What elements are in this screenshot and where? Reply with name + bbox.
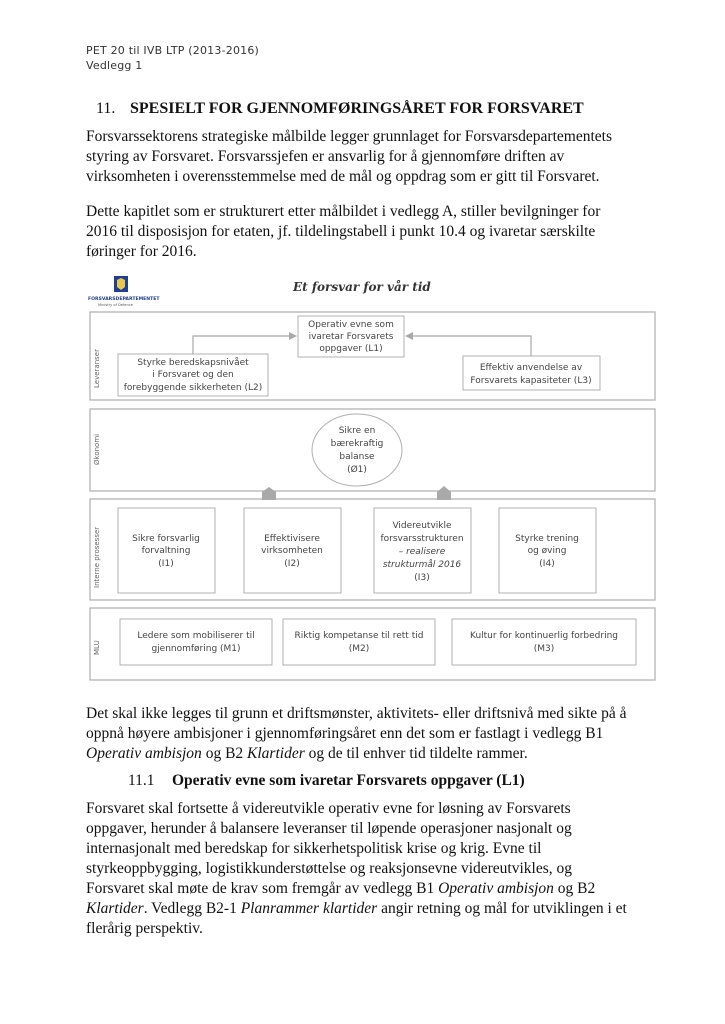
logo-name: FORSVARSDEPARTEMENTET <box>88 297 160 302</box>
goal-o1-line: bærekraftig <box>330 439 384 449</box>
goal-m1-line: Ledere som mobiliserer til <box>137 631 255 641</box>
goal-l2-line: i Forsvaret og den <box>152 370 234 380</box>
goal-l3-line: Effektiv anvendelse av <box>479 363 583 373</box>
row-label-mlu: MLU <box>93 640 101 655</box>
ref-planrammer-klartider: Planrammer klartider <box>240 900 378 917</box>
paragraph-ambition <box>86 704 646 764</box>
paragraph-line: oppnå høyere ambisjoner i gjennomføringsåret enn det som er fastlagt i vedlegg B1 <box>86 725 604 742</box>
goal-i3-line: Videreutvikle <box>392 521 452 531</box>
subsection-heading <box>128 772 525 790</box>
ref-operativ-ambisjon: Operativ ambisjon <box>438 880 554 897</box>
paragraph-chapter <box>86 202 646 262</box>
goal-i4-line: (I4) <box>539 559 555 569</box>
goal-i1-line: (I1) <box>158 559 174 569</box>
goal-l2-line: forebyggende sikkerheten (L2) <box>123 383 263 393</box>
goal-i3-line: forsvarsstrukturen <box>380 534 464 544</box>
page-header <box>86 43 259 73</box>
goal-box-m1 <box>120 619 272 665</box>
ref-operativ-ambisjon: Operativ ambisjon <box>86 745 202 762</box>
section-title: SPESIELT FOR GJENNOMFØRINGSÅRET FOR FORSVARET <box>130 100 584 117</box>
paragraph-line: virksomheten i overensstemmelse med de mål og oppdrag som er gitt til Forsvaret. <box>86 168 600 185</box>
goal-box-m2 <box>283 619 435 665</box>
goal-o1-line: (Ø1) <box>347 465 367 475</box>
paragraph-intro <box>86 127 646 187</box>
row-label-interne-prosesser: Interne prosesser <box>93 526 101 588</box>
goal-m3-line: (M3) <box>533 644 555 654</box>
row-label-leveranser: Leveranser <box>93 349 101 388</box>
logo-subtitle: Ministry of Defence <box>98 303 133 307</box>
goal-i2-line: Effektivisere <box>264 534 320 544</box>
header-document-ref: PET 20 til IVB LTP (2013-2016) <box>86 44 260 57</box>
goal-i1-line: forvaltning <box>141 546 191 556</box>
figure-title: Et forsvar for vår tid <box>293 280 431 294</box>
section-number: 11. <box>96 100 116 117</box>
paragraph-line: internasjonalt med beredskap for sikkerhetspolitisk krise og krig. Evne til <box>86 840 542 857</box>
goal-i3-line: strukturmål 2016 <box>382 560 462 570</box>
header-attachment: Vedlegg 1 <box>86 59 143 72</box>
paragraph-line: Forsvaret skal fortsette å videreutvikle operativ evne for løsning av Forsvarets <box>86 800 571 817</box>
goal-i3-line: (I3) <box>414 573 430 583</box>
subsection-number: 11.1 <box>128 772 155 789</box>
goal-i3-line: – realisere <box>398 547 446 557</box>
text-run: Forsvaret skal møte de krav som fremgår av vedlegg B1 <box>86 880 439 897</box>
paragraph-line <box>86 899 646 919</box>
goal-o1-line: balanse <box>339 452 375 462</box>
paragraph-line: 2016 til disposisjon for etaten, jf. tildelingstabell i punkt 10.4 og ivaretar særskilte <box>86 223 596 240</box>
ministry-logo <box>88 276 160 307</box>
goal-i2-line: (I2) <box>284 559 300 569</box>
paragraph-line <box>86 744 646 764</box>
paragraph-line: Dette kapitlet som er strukturert etter målbildet i vedlegg A, stiller bevilgninger for <box>86 203 601 220</box>
ref-klartider: Klartider <box>86 900 144 917</box>
paragraph-line <box>86 879 646 899</box>
section-heading <box>96 100 584 118</box>
subsection-title: Operativ evne som ivaretar Forsvarets oppgaver (L1) <box>172 772 525 789</box>
text-run: og B2 <box>553 880 596 897</box>
text-run: og de til enhver tid tildelte rammer. <box>304 745 528 762</box>
paragraph-line: styrkeoppbygging, logistikkunderstøttelse og reaksjonsevne videreutvikles, og <box>86 860 573 877</box>
paragraph-line: styring av Forsvaret. Forsvarssjefen er ansvarlig for å gjennomføre driften av <box>86 148 565 165</box>
goal-m2-line: (M2) <box>348 644 370 654</box>
strategy-map-figure <box>86 270 656 688</box>
text-run: angir retning og mål for utviklingen i et <box>377 900 627 917</box>
goal-i4-line: og øving <box>527 546 567 556</box>
goal-ellipse-o1 <box>312 414 402 486</box>
paragraph-line: Forsvarssektorens strategiske målbilde legger grunnlaget for Forsvarsdepartementets <box>86 128 612 145</box>
text-run: og B2 <box>201 745 248 762</box>
goal-l1-line: oppgaver (L1) <box>319 344 383 354</box>
ref-klartider: Klartider <box>247 745 305 762</box>
goal-i1-line: Sikre forsvarlig <box>132 534 200 544</box>
goal-l1-line: ivaretar Forsvarets <box>308 332 394 342</box>
goal-l2-line: Styrke beredskapsnivået <box>137 358 249 368</box>
goal-i2-line: virksomheten <box>261 546 323 556</box>
paragraph-line: Det skal ikke legges til grunn et driftsmønster, aktivitets- eller driftsnivå med sikte på å <box>86 705 627 722</box>
goal-m3-line: Kultur for kontinuerlig forbedring <box>470 631 618 641</box>
goal-m1-line: gjennomføring (M1) <box>151 644 241 654</box>
goal-o1-line: Sikre en <box>338 426 376 436</box>
paragraph-line: føringer for 2016. <box>86 243 197 260</box>
text-run: . Vedlegg B2-1 <box>143 900 241 917</box>
goal-m2-line: Riktig kompetanse til rett tid <box>294 631 424 641</box>
row-label-okonomi: Økonomi <box>93 433 101 465</box>
goal-l1-line: Operativ evne som <box>308 320 394 330</box>
paragraph-line: oppgaver, herunder å balansere leveranser til løpende operasjoner nasjonalt og <box>86 820 572 837</box>
paragraph-operative-capability <box>86 799 646 939</box>
goal-box-m3 <box>452 619 636 665</box>
paragraph-line: flerårig perspektiv. <box>86 920 203 937</box>
goal-i4-line: Styrke trening <box>515 534 579 544</box>
goal-l3-line: Forsvarets kapasiteter (L3) <box>470 376 592 386</box>
